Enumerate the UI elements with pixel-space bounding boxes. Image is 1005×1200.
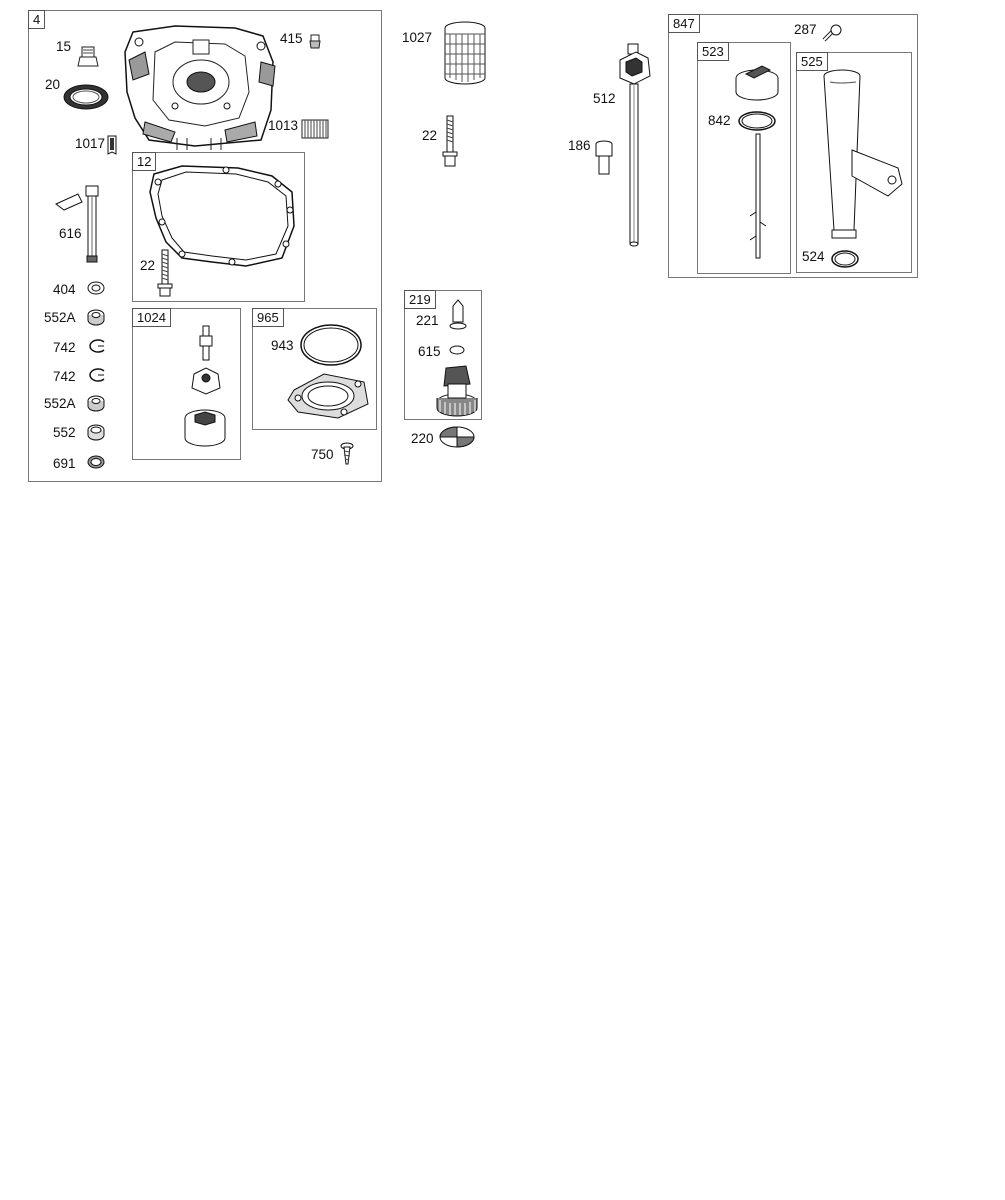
pump-rotor-drawing [186, 366, 226, 396]
dipstick-tube-drawing-512 [612, 42, 656, 252]
pin-drawing-221 [448, 298, 468, 332]
governor-shaft-drawing-616 [52, 182, 108, 272]
crankcase-cover-drawing [115, 22, 280, 152]
part-label-552A-lower: 552A [44, 396, 76, 411]
assembly-1024-label: 1024 [132, 308, 171, 327]
part-label-742-upper: 742 [53, 340, 76, 355]
part-label-1017: 1017 [75, 136, 106, 151]
bolt-drawing-22-gasket [156, 248, 174, 298]
part-label-615: 615 [418, 344, 441, 359]
screw-drawing-750 [340, 442, 354, 466]
washer-drawing-404 [86, 280, 106, 296]
part-label-1027: 1027 [402, 30, 433, 45]
shim-drawing-220 [438, 424, 476, 450]
part-label-15: 15 [56, 39, 72, 54]
part-label-943: 943 [271, 338, 294, 353]
part-label-22-gasket: 22 [140, 258, 156, 273]
fitting-drawing-186 [594, 140, 614, 178]
part-label-186: 186 [568, 138, 591, 153]
bushing-drawing-691 [86, 454, 106, 472]
assembly-847-label: 847 [668, 14, 700, 33]
part-label-742-lower: 742 [53, 369, 76, 384]
clip-drawing-1017 [106, 134, 118, 156]
plug-drawing-415 [308, 34, 322, 50]
part-label-221: 221 [416, 313, 439, 328]
part-label-415: 415 [280, 31, 303, 46]
dipstick-cap-drawing [732, 60, 782, 104]
part-label-220: 220 [411, 431, 434, 446]
plug-drawing-15 [74, 44, 104, 74]
pump-cover-drawing [284, 370, 372, 422]
dipstick-blade-drawing [748, 132, 768, 262]
o-ring-drawing-943 [298, 322, 364, 368]
bushing-drawing-552A-lower [86, 394, 106, 412]
pump-housing-drawing [180, 408, 230, 448]
pump-shaft-drawing [196, 324, 216, 362]
part-label-524: 524 [802, 249, 825, 264]
filter-drawing-1013 [300, 118, 330, 140]
assembly-219-label: 219 [404, 290, 436, 309]
part-label-552A-upper: 552A [44, 310, 76, 325]
e-ring-drawing-742-lower [86, 367, 108, 383]
part-label-512: 512 [593, 91, 616, 106]
washer-drawing-615 [448, 344, 466, 356]
assembly-965-label: 965 [252, 308, 284, 327]
part-label-1013: 1013 [268, 118, 299, 133]
governor-gear-drawing [432, 362, 482, 418]
part-label-22-bolt: 22 [422, 128, 438, 143]
part-label-287: 287 [794, 22, 817, 37]
bolt-drawing-22 [440, 114, 460, 168]
bushing-drawing-552A-upper [86, 308, 106, 326]
assembly-4-label: 4 [28, 10, 45, 29]
part-label-691: 691 [53, 456, 76, 471]
assembly-523-label: 523 [697, 42, 729, 61]
seal-drawing-20 [62, 82, 112, 112]
part-label-552: 552 [53, 425, 76, 440]
part-label-750: 750 [311, 447, 334, 462]
oil-filter-drawing-1027 [440, 20, 490, 90]
screw-drawing-287 [820, 24, 842, 46]
part-label-404: 404 [53, 282, 76, 297]
part-label-20: 20 [45, 77, 61, 92]
e-ring-drawing-742-upper [86, 338, 108, 354]
assembly-525-label: 525 [796, 52, 828, 71]
part-label-616: 616 [59, 226, 82, 241]
dipstick-tube-drawing-525 [812, 66, 908, 246]
o-ring-drawing-842 [736, 108, 778, 134]
assembly-12-label: 12 [132, 152, 156, 171]
bushing-drawing-552 [86, 423, 106, 441]
part-label-842: 842 [708, 113, 731, 128]
o-ring-drawing-524 [830, 248, 860, 270]
